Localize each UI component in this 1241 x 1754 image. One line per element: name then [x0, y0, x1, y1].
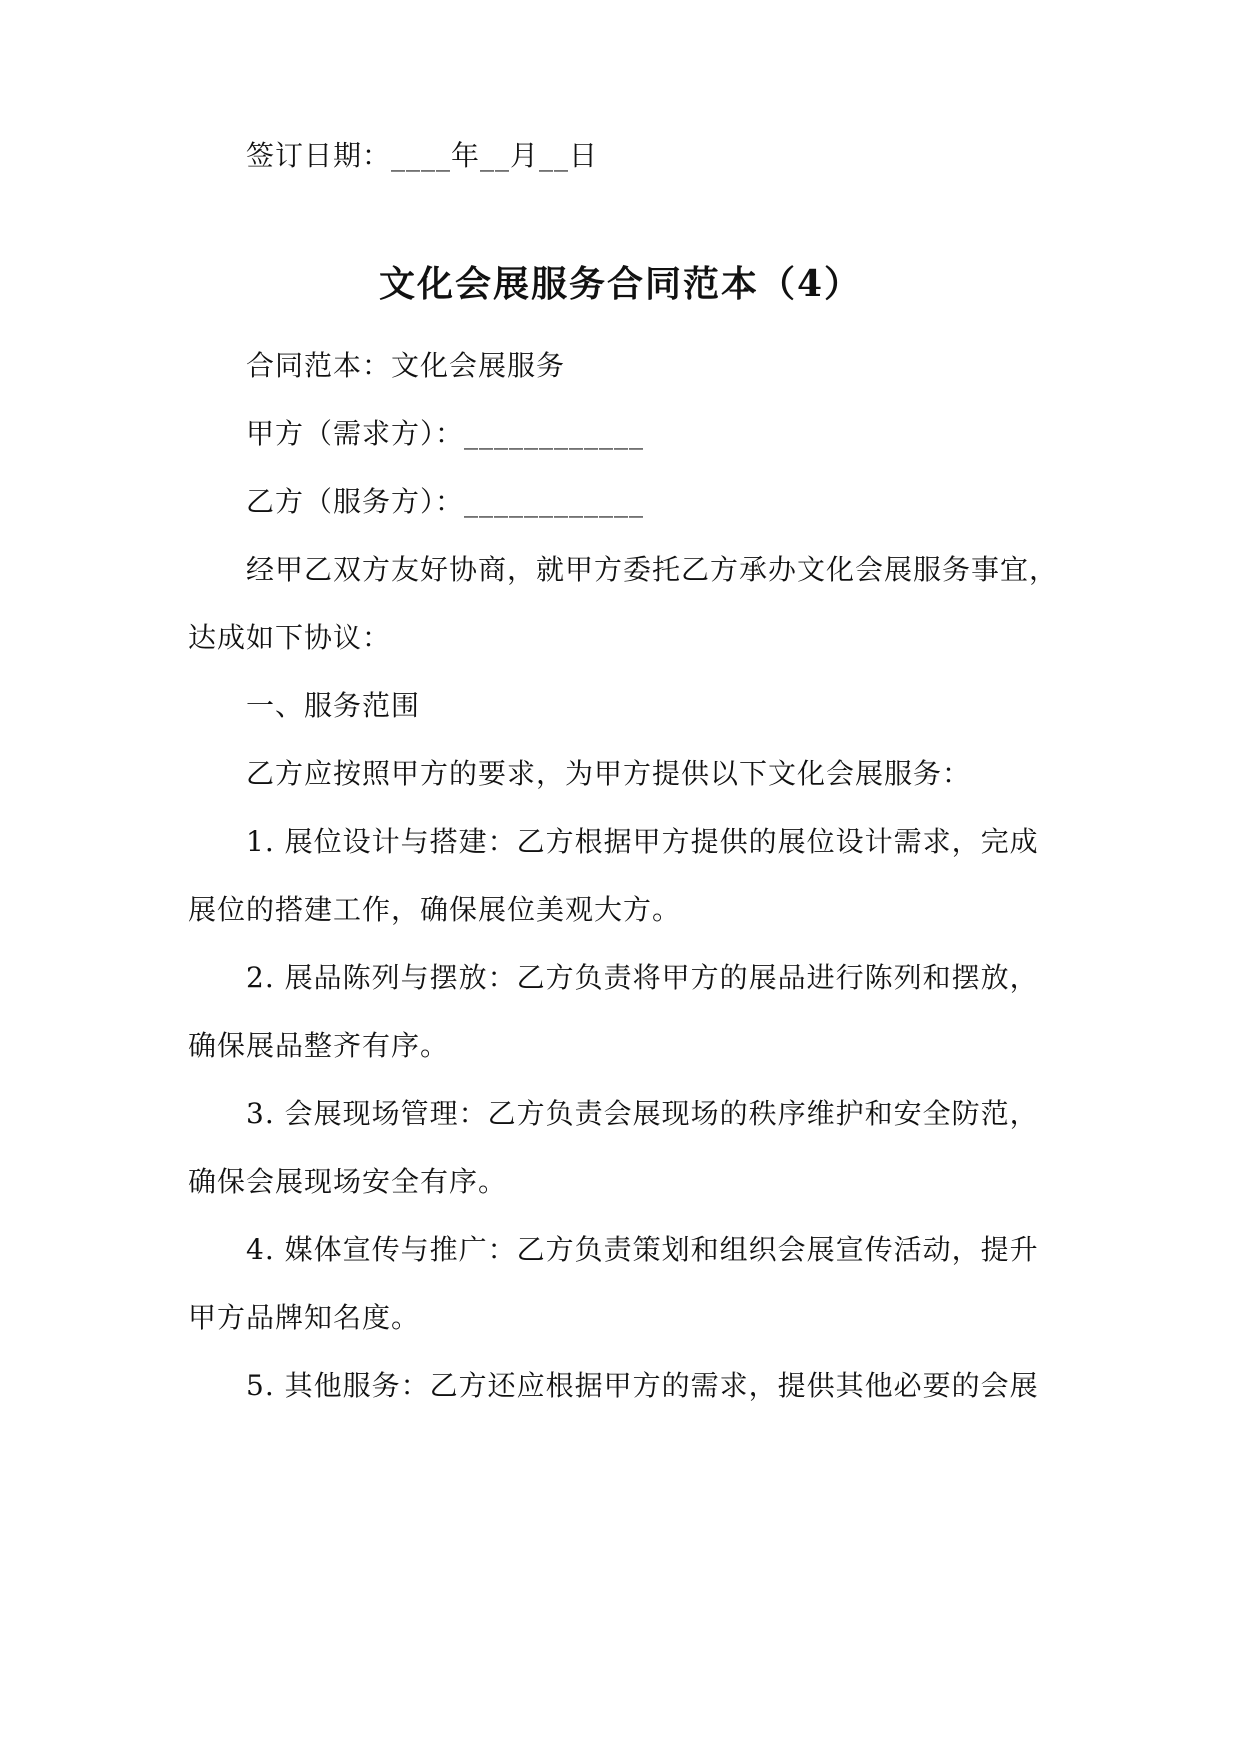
- item-2-line-2: 确保展品整齐有序。: [188, 1029, 450, 1062]
- section-1-heading: 一、服务范围: [246, 689, 421, 722]
- item-3-line-1: 3. 会展现场管理：乙方负责会展现场的秩序维护和安全防范，: [246, 1097, 1039, 1130]
- contract-template-line: 合同范本：文化会展服务: [246, 349, 566, 382]
- item-1-line-2: 展位的搭建工作，确保展位美观大方。: [188, 893, 682, 926]
- item-5-line-1: 5. 其他服务：乙方还应根据甲方的需求，提供其他必要的会展: [246, 1369, 1039, 1402]
- signing-date-line: 签订日期：____年__月__日: [246, 139, 599, 172]
- item-2-line-1: 2. 展品陈列与摆放：乙方负责将甲方的展品进行陈列和摆放，: [246, 961, 1039, 994]
- document-title: 文化会展服务合同范本（4）: [378, 263, 863, 305]
- intro-line-1: 经甲乙双方友好协商，就甲方委托乙方承办文化会展服务事宜，: [246, 553, 1059, 586]
- item-1-line-1: 1. 展位设计与搭建：乙方根据甲方提供的展位设计需求，完成: [246, 825, 1039, 858]
- item-4-line-1: 4. 媒体宣传与推广：乙方负责策划和组织会展宣传活动，提升: [246, 1233, 1039, 1266]
- item-4-line-2: 甲方品牌知名度。: [188, 1301, 421, 1334]
- party-a-line: 甲方（需求方）：____________: [246, 417, 645, 450]
- section-1-intro: 乙方应按照甲方的要求，为甲方提供以下文化会展服务：: [246, 757, 972, 790]
- item-3-line-2: 确保会展现场安全有序。: [188, 1165, 508, 1198]
- intro-line-2: 达成如下协议：: [188, 621, 392, 654]
- party-b-line: 乙方（服务方）：____________: [246, 485, 645, 518]
